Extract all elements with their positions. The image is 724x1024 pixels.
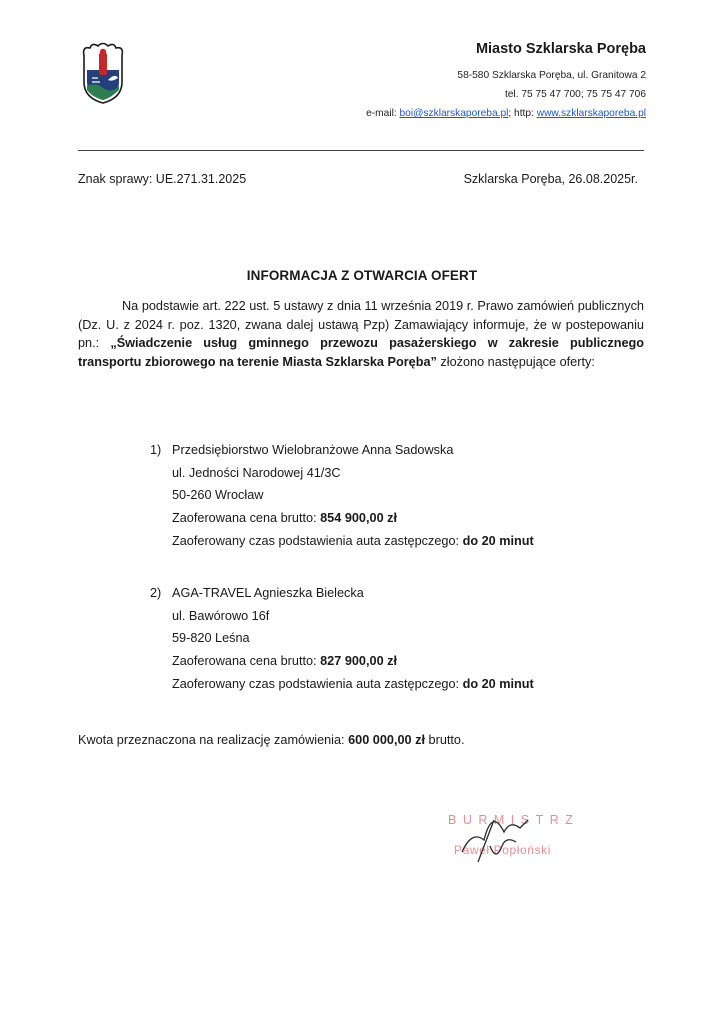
document-title: INFORMACJA Z OTWARCIA OFERT	[246, 268, 478, 283]
project-name: „Świadczenie usług gminnego przewozu pasażerskiego w zakresie publicznego transportu zbiorowego na terenie Miasta Szklarska Poręba”	[78, 336, 645, 369]
place-and-date: Szklarska Poręba, 26.08.2025r.	[463, 172, 638, 186]
header-divider	[78, 150, 644, 151]
office-contact	[366, 104, 646, 123]
offer-company: Przedsiębiorstwo Wielobranżowe Anna Sadowska	[172, 443, 454, 457]
offer-price-line	[172, 507, 534, 530]
offer-item	[150, 439, 534, 553]
office-address: 58-580 Szklarska Poręba, ul. Granitowa 2	[457, 70, 646, 81]
office-phone: tel. 75 75 47 700; 75 75 47 706	[504, 89, 646, 100]
budget-line	[78, 733, 465, 747]
offer-item	[150, 582, 534, 696]
email-label: e-mail:	[366, 108, 400, 119]
email-link[interactable]: boi@szklarskaporeba.pl	[399, 108, 509, 119]
offer-price: 854 900,00 zł	[320, 511, 398, 526]
offer-city: 50-260 Wrocław	[172, 488, 264, 503]
budget-suffix: brutto.	[425, 733, 465, 747]
coat-of-arms-logo	[78, 42, 128, 104]
http-label: ; http:	[508, 108, 537, 119]
offer-street: ul. Jedności Narodowej 41/3C	[172, 465, 341, 480]
intro-text-start: Na podstawie art. 222 ust. 5 ustawy z dnia 11 września 2019 r. Prawo zamówień publicznych (Dz. U. z 2024 r. poz. 1320, zwana dalej ustawą Pzp) Zamawiający informuje, że w postepowaniu pn.:	[78, 299, 644, 351]
offer-price-label: Zaoferowana cena brutto:	[172, 511, 321, 526]
budget-amount: 600 000,00 zł	[348, 733, 426, 747]
offer-city: 59-820 Leśna	[172, 631, 250, 646]
offer-time-line	[172, 673, 534, 696]
stamp-office: BURMISTRZ	[448, 813, 580, 827]
mayor-stamp-signature	[432, 802, 602, 872]
office-name: Miasto Szklarska Poręba	[475, 41, 646, 57]
offer-street: ul. Bawórowo 16f	[172, 608, 270, 623]
offer-time-line	[172, 530, 534, 553]
letterhead	[366, 41, 646, 123]
case-reference: Znak sprawy: UE.271.31.2025	[78, 172, 247, 186]
offer-number: 1)	[150, 443, 162, 457]
offer-time: do 20 minut	[462, 676, 534, 691]
offer-time-label: Zaoferowany czas podstawienia auta zastępczego:	[172, 676, 463, 691]
offer-price-label: Zaoferowana cena brutto:	[172, 654, 321, 669]
offer-time: do 20 minut	[462, 533, 534, 548]
offer-number: 2)	[150, 586, 162, 600]
offer-price: 827 900,00 zł	[320, 654, 398, 669]
offer-company: AGA-TRAVEL Agnieszka Bielecka	[172, 586, 364, 600]
budget-label: Kwota przeznaczona na realizację zamówienia:	[78, 733, 349, 747]
intro-text-end: złożono następujące oferty:	[436, 354, 595, 369]
intro-paragraph	[78, 297, 644, 371]
offer-time-label: Zaoferowany czas podstawienia auta zastępczego:	[172, 533, 463, 548]
website-link[interactable]: www.szklarskaporeba.pl	[536, 108, 646, 119]
stamp-name: Paweł Popłoński	[454, 843, 552, 857]
offer-price-line	[172, 650, 534, 673]
